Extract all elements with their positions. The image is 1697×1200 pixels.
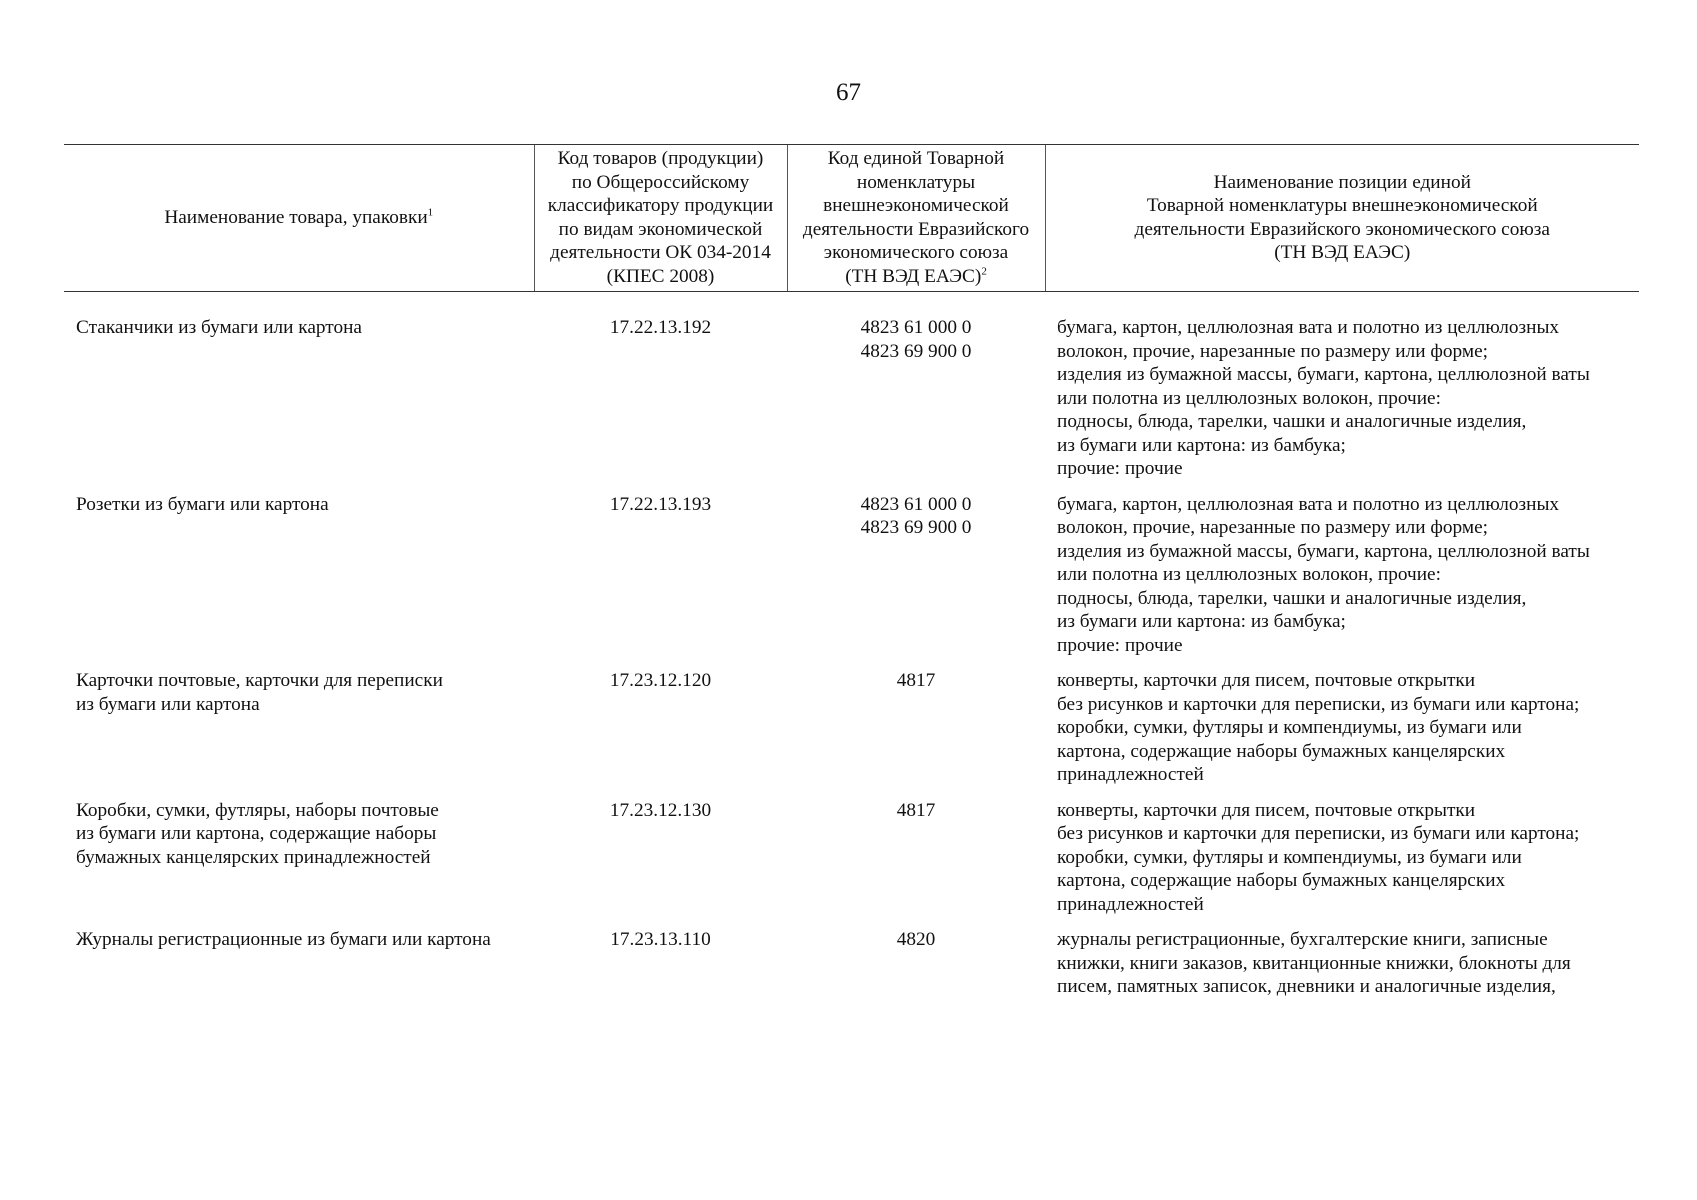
- header-tnved-name-text: Наименование позиции единой Товарной номенклатуры внешнеэкономической деятельности Евразийского экономического союза (ТН ВЭД ЕАЭС): [1134, 171, 1550, 263]
- table-body: [64, 292, 1639, 1011]
- header-okpd-code: [534, 145, 787, 292]
- footnote-mark-1: 1: [427, 206, 434, 219]
- goods-table: [64, 144, 1639, 1011]
- cell-tnved-code: 4817: [896, 799, 936, 821]
- header-tnved-code: [787, 145, 1045, 292]
- table-row: [64, 669, 1639, 799]
- table-spacer: [64, 292, 1639, 317]
- header-okpd-code-text: Код товаров (продукции) по Общероссийскому классификатору продукции по видам экономической деятельности ОК 034-2014 (КПЕС 2008): [547, 148, 774, 287]
- cell-okpd-code: 17.23.12.120: [609, 670, 712, 691]
- page-number: 67: [836, 79, 861, 106]
- cell-tnved-name: бумага, картон, целлюлозная вата и полотно из целлюлозных волокон, прочие, нарезанные по размеру или форме; изделия из бумажной массы, бумаги, картона, целлюлозной ваты или полотна из целлюлозных волокон, прочие: подносы, блюда, тарелки, чашки и аналогичные изделия, из бумаги или картона: из бамбука; прочие: прочие: [1057, 317, 1590, 479]
- cell-product-name: Журналы регистрационные из бумаги или картона: [76, 929, 491, 950]
- header-product-name: [64, 145, 534, 292]
- footnote-mark-2: 2: [981, 265, 987, 278]
- header-row: [64, 145, 1639, 292]
- cell-okpd-code: 17.22.13.192: [609, 317, 712, 338]
- table-row: [64, 799, 1639, 929]
- cell-product-name: Карточки почтовые, карточки для переписки из бумаги или картона: [76, 670, 443, 715]
- cell-okpd-code: 17.23.13.110: [610, 929, 711, 950]
- cell-tnved-code: 4820: [896, 929, 936, 950]
- cell-tnved-code: 4823 61 000 0 4823 69 900 0: [860, 493, 972, 538]
- cell-tnved-code: 4817: [896, 670, 936, 691]
- table-row: [64, 928, 1639, 1011]
- cell-tnved-code: 4823 61 000 0 4823 69 900 0: [860, 317, 972, 362]
- cell-tnved-name: конверты, карточки для писем, почтовые открытки без рисунков и карточки для переписки, из бумаги или картона; коробки, сумки, футляры и компендиумы, из бумаги или картона, содержащие наборы бумажных канцелярских принадлежностей: [1057, 799, 1580, 915]
- cell-product-name: Розетки из бумаги или картона: [76, 493, 329, 515]
- cell-product-name: Коробки, сумки, футляры, наборы почтовые из бумаги или картона, содержащие наборы бумажных канцелярских принадлежностей: [76, 799, 439, 868]
- cell-tnved-name: бумага, картон, целлюлозная вата и полотно из целлюлозных волокон, прочие, нарезанные по размеру или форме; изделия из бумажной массы, бумаги, картона, целлюлозной ваты или полотна из целлюлозных волокон, прочие: подносы, блюда, тарелки, чашки и аналогичные изделия, из бумаги или картона: из бамбука; прочие: прочие: [1057, 493, 1590, 656]
- header-tnved-name: [1045, 145, 1639, 292]
- cell-okpd-code: 17.23.12.130: [609, 799, 712, 821]
- table-header: [64, 145, 1639, 292]
- cell-tnved-name: журналы регистрационные, бухгалтерские книги, записные книжки, книги заказов, квитанционные книжки, блокноты для писем, памятных записок, дневники и аналогичные изделия,: [1057, 929, 1571, 997]
- cell-tnved-name: конверты, карточки для писем, почтовые открытки без рисунков и карточки для переписки, из бумаги или картона; коробки, сумки, футляры и компендиумы, из бумаги или картона, содержащие наборы бумажных канцелярских принадлежностей: [1057, 670, 1580, 785]
- header-product-name-text: Наименование товара, упаковки: [164, 206, 428, 228]
- cell-okpd-code: 17.22.13.193: [609, 493, 712, 515]
- cell-product-name: Стаканчики из бумаги или картона: [76, 317, 362, 338]
- header-tnved-code-text: Код единой Товарной номенклатуры внешнеэкономической деятельности Евразийского экономического союза (ТН ВЭД ЕАЭС): [802, 148, 1030, 287]
- table-row: [64, 316, 1639, 493]
- table-row: [64, 493, 1639, 670]
